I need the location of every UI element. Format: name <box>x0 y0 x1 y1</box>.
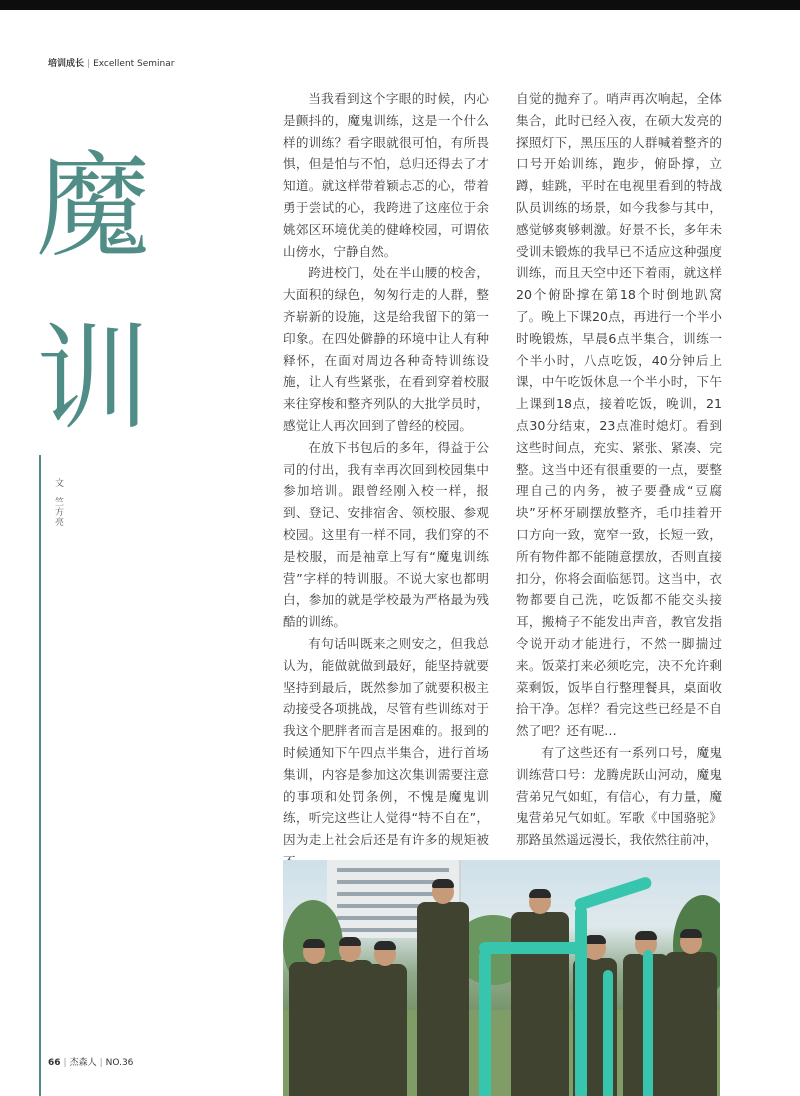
photo-equipment <box>643 950 653 1096</box>
section-title-cn: 培训成长 <box>48 59 85 69</box>
footer-separator: | <box>99 1058 103 1068</box>
photo-equipment <box>479 950 491 1096</box>
paragraph: 跨进校门，处在半山腰的校舍，大面积的绿色，匆匆行走的人群，整齐崭新的设施，这是给我留下的第一印象。在四处僻静的环境中让人有种释怀，在面对周边各种奇特训练设施，让人有些紧张，在看到穿着校服来往穿梭和整齐列队的大批学员时，感觉让人再次回到了曾经的校园。 <box>283 265 489 433</box>
photo-person <box>417 880 469 1096</box>
magazine-name: 杰森人 <box>69 1058 97 1068</box>
page-footer <box>48 1055 133 1068</box>
photo-person <box>511 890 569 1096</box>
issue-number: NO.36 <box>105 1058 134 1068</box>
article-column-2 <box>516 88 722 851</box>
author-byline <box>53 478 62 527</box>
section-header <box>48 56 174 69</box>
photo-equipment <box>575 906 587 1096</box>
photo-equipment <box>603 970 613 1096</box>
author-name: 竺方亮 <box>53 496 63 527</box>
photo-equipment <box>573 876 653 912</box>
author-label: 文 <box>53 478 63 488</box>
photo-person <box>665 930 717 1096</box>
paragraph: 当我看到这个字眼的时候，内心是颤抖的，魔鬼训练，这是一个什么样的训练？看字眼就很可怕，有所畏惧，但是怕与不怕，总归还得去了才知道。就这样带着颖忐忑的心，带着勇于尝试的心，我跨进了这座位于余姚郊区环境优美的健峰校园，可谓依山傍水，宁静自然。 <box>283 91 489 259</box>
top-bar <box>0 0 800 10</box>
accent-vertical-line <box>39 455 41 1096</box>
header-separator: | <box>87 59 91 69</box>
article-column-1 <box>283 88 489 873</box>
title-char-1: 魔 <box>36 140 151 273</box>
page-number: 66 <box>48 1058 61 1068</box>
paragraph-continuation: 自觉的抛弃了。哨声再次响起，全体集合，此时已经入夜，在硕大发亮的探照灯下，黑压压的人群喊着整齐的口号开始训练，跑步，俯卧撑，立蹲，蛙跳，平时在电视里看到的特战队员训练的场景，如今我参与其中，感觉够爽够刺激。好景不长，多年未受训未锻炼的我早已不适应这种强度训练，而且天空中还下着雨，就这样20个俯卧撑在第18个时倒地趴窝了。晚上下课20点，再进行一个半小时晚锻炼，早晨6点半集合，训练一个半小时，八点吃饭，40分钟后上课，中午吃饭休息一个半小时，下午上课到18点，接着吃饭，晚训，21点30分结束，23点准时熄灯。看到这些时间点，充实、紧张、紧凑、完整。这当中还有很重要的一点，要整理自己的内务，被子要叠成“豆腐块”牙杯牙刷摆放整齐，毛巾挂着开口方向一致，宽窄一致，长短一致，所有物件都不能随意摆放，否则直接扣分，你将会面临惩罚。这当中，衣物都要自己洗，吃饭都不能交头接耳，搬椅子不能发出声音，教官发指令说开动才能进行，不然一脚揣过来。饭菜打来必须吃完，决不允许剩菜剩饭，饭毕自行整理餐具，桌面收拾干净。怎样？看完这些已经是不自然了吧？还有呢… <box>516 91 722 739</box>
paragraph: 有了这些还有一系列口号，魔鬼训练营口号：龙腾虎跃山河动，魔鬼营弟兄气如虹，有信心，有力量，魔鬼营弟兄气如虹。军歌《中国骆驼》那路虽然遥远漫长，我依然往前冲， <box>516 744 722 848</box>
paragraph: 在放下书包后的多年，得益于公司的付出，我有幸再次回到校园集中参加培训。跟曾经刚入校一样，报到、登记、安排宿舍、领校服、参观校园。这里有一样不同，我们穿的不是校服，而是袖章上写有“魔鬼训练营”字样的特训服。不说大家也都明白，参加的就是学校最为严格最为残酷的训练。 <box>283 439 489 630</box>
photo-person <box>363 942 407 1096</box>
title-char-2: 训 <box>36 312 151 445</box>
paragraph: 有句话叫既来之则安之，但我总认为，能做就做到最好，能坚持就要坚持到最后，既然参加了就要积极主动接受各项挑战，尽管有些训练对于我这个肥胖者而言是困难的。报到的时候通知下午四点半集合，进行首场集训，内容是参加这次集训需要注意的事项和处罚条例，不愧是魔鬼训练，听完这些让人觉得“特不自在”，因为走上社会后还是有许多的规矩被 <box>283 635 489 848</box>
footer-separator: | <box>63 1058 67 1068</box>
training-photo <box>283 860 720 1096</box>
photo-equipment <box>479 942 587 954</box>
section-title-en: Excellent Seminar <box>93 59 175 69</box>
